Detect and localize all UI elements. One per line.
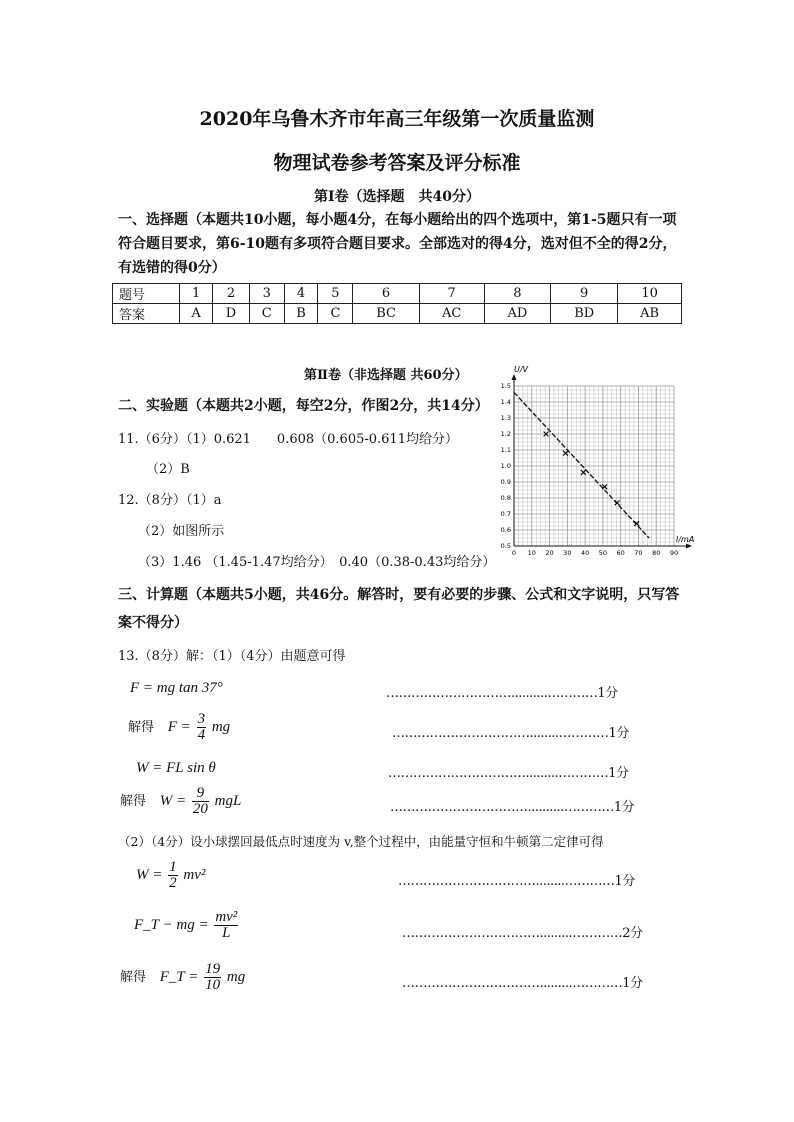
table-row — [113, 304, 682, 324]
table-cell: BD — [551, 304, 618, 324]
q11-answer-2: （2）B — [146, 462, 190, 477]
y-tick-label: 0.8 — [500, 494, 511, 503]
axes — [512, 374, 693, 549]
table-cell: 9 — [551, 284, 618, 304]
fit-line — [514, 392, 649, 538]
x-tick-label: 20 — [545, 549, 554, 557]
numerator: mv² — [215, 909, 238, 925]
denominator: 2 — [169, 875, 177, 891]
document-subtitle: 物理试卷参考答案及评分标准 — [273, 152, 521, 174]
row-label: 题号 — [113, 284, 180, 304]
table-cell: AC — [419, 304, 484, 324]
fraction — [192, 786, 209, 817]
table-cell: 3 — [249, 284, 284, 304]
table-cell: 10 — [618, 284, 682, 304]
formula-lhs: F_T = — [159, 968, 199, 985]
table-cell: AB — [618, 304, 682, 324]
formula-tension-result — [120, 962, 245, 993]
data-point — [615, 500, 620, 505]
y-tick-label: 0.6 — [500, 526, 511, 535]
formula-lhs: W = — [136, 866, 163, 883]
part2-heading: 第Ⅱ卷（非选择题 共60分） — [304, 368, 468, 383]
score-7: …………………………….........…………1分 — [402, 976, 643, 991]
solve-label: 解得 — [120, 968, 147, 984]
table-cell: BC — [353, 304, 419, 324]
x-tick-label: 90 — [669, 549, 679, 557]
score-2: ……………………………........…………1分 — [392, 726, 629, 741]
x-tick-label: 50 — [598, 549, 608, 557]
x-tick-label: 70 — [634, 549, 643, 557]
y-tick-label: 1.0 — [500, 462, 511, 471]
table-cell: A — [180, 304, 213, 324]
x-axis-arrow — [686, 544, 692, 549]
formula-newton — [134, 910, 240, 941]
part1-heading: 第Ⅰ卷（选择题 共40分） — [313, 189, 481, 205]
q11-answer: 11.（6分）（1）0.621 0.608（0.605-0.611均给分） — [118, 432, 458, 447]
y-tick-label: 1.4 — [500, 398, 511, 407]
x-tick-label: 40 — [580, 549, 590, 557]
x-tick-label: 60 — [616, 549, 625, 557]
denominator: 10 — [205, 977, 221, 993]
score-5: ……………………………........…………1分 — [398, 874, 635, 889]
formula-tail: mg — [211, 718, 231, 735]
numerator: 19 — [205, 961, 221, 977]
x-tick-label: 10 — [527, 549, 536, 557]
y-tick-label: 0.5 — [500, 542, 511, 551]
y-tick-label: 1.5 — [500, 382, 511, 391]
q12-answer-2: （2）如图所示 — [138, 524, 225, 539]
calculation-heading: 三、计算题（本题共5小题，共46分。解答时，要有必要的步骤、公式和文字说明，只写答案不得分） — [118, 587, 680, 631]
denominator: 20 — [192, 801, 208, 817]
solve-label: 解得 — [120, 792, 147, 808]
q13-part2-intro: （2）（4分）设小球摆回最低点时速度为 v,整个过程中，由能量守恒和牛顿第二定律可得 — [118, 834, 604, 849]
choice-intro: 一、选择题（本题共10小题，每小题4分，在每小题给出的四个选项中，第1-5题只有一项符合题目要求，第6-10题有多项符合题目要求。全部选对的得4分，选对但不全的得2分，有选错的得0分） — [118, 212, 677, 276]
score-4: ……………………………..........…………1分 — [390, 800, 635, 815]
fraction — [204, 962, 221, 993]
formula-work: W = FL sin θ — [136, 760, 216, 776]
formula-tail: mv² — [183, 866, 206, 883]
formula-force-result — [128, 712, 230, 743]
x-axis-label: I/mA — [676, 535, 695, 544]
formula-work-result — [120, 786, 241, 817]
formula-lhs: F_T − mg = — [134, 916, 209, 933]
x-tick-label: 0 — [511, 549, 517, 557]
fraction — [197, 712, 207, 743]
u-i-graph — [490, 360, 700, 560]
x-tick-label: 30 — [563, 549, 572, 557]
table-cell: 5 — [318, 284, 353, 304]
table-cell: C — [318, 304, 353, 324]
formula-tail: mg — [226, 968, 246, 985]
numerator: 3 — [197, 711, 206, 727]
table-cell: 7 — [419, 284, 484, 304]
table-cell: 1 — [180, 284, 213, 304]
fraction — [168, 860, 178, 891]
y-tick-label: 1.3 — [500, 414, 511, 423]
table-cell: AD — [484, 304, 550, 324]
formula-lhs: F = — [167, 718, 191, 735]
denominator: 4 — [197, 727, 206, 743]
table-cell: B — [284, 304, 318, 324]
y-tick-label: 1.2 — [500, 430, 511, 439]
table-cell: 8 — [484, 284, 550, 304]
q12-answer-3: （3）1.46 （1.45-1.47均给分） 0.40（0.38-0.43均给分） — [138, 555, 496, 570]
x-tick-label: 80 — [652, 549, 661, 557]
experiment-heading: 二、实验题（本题共2小题，每空2分，作图2分，共14分） — [118, 398, 489, 414]
y-tick-label: 0.7 — [500, 510, 511, 519]
y-axis-label: U/V — [514, 365, 529, 374]
solve-label: 解得 — [128, 718, 155, 734]
fraction — [214, 910, 238, 941]
y-axis-arrow — [512, 374, 517, 380]
answer-table — [112, 283, 682, 324]
numerator: 9 — [196, 785, 205, 801]
table-cell: 6 — [353, 284, 419, 304]
q12-answer: 12.（8分）（1）a — [118, 493, 222, 508]
table-cell: D — [213, 304, 250, 324]
formula-tail: mgL — [214, 792, 242, 809]
denominator: L — [214, 925, 238, 941]
score-3: …………………………….........…………1分 — [388, 766, 629, 781]
y-tick-label: 0.9 — [500, 478, 511, 487]
numerator: 1 — [169, 859, 177, 875]
score-6: …………………………….........…………2分 — [402, 926, 643, 941]
formula-force: F = mg tan 37° — [130, 680, 223, 696]
table-row — [113, 284, 682, 304]
document-title: 2020年乌鲁木齐市年高三年级第一次质量监测 — [199, 108, 595, 130]
formula-lhs: W = — [159, 792, 187, 809]
table-cell: 2 — [213, 284, 250, 304]
formula-kinetic — [136, 860, 205, 891]
y-tick-label: 1.1 — [500, 446, 511, 455]
table-cell: C — [249, 304, 284, 324]
q13-intro: 13.（8分）解：（1）（4分）由题意可得 — [118, 649, 346, 664]
row-label: 答案 — [113, 304, 180, 324]
grid — [514, 386, 674, 546]
score-1: …………………………..........…………1分 — [386, 686, 618, 701]
table-cell: 4 — [284, 284, 318, 304]
